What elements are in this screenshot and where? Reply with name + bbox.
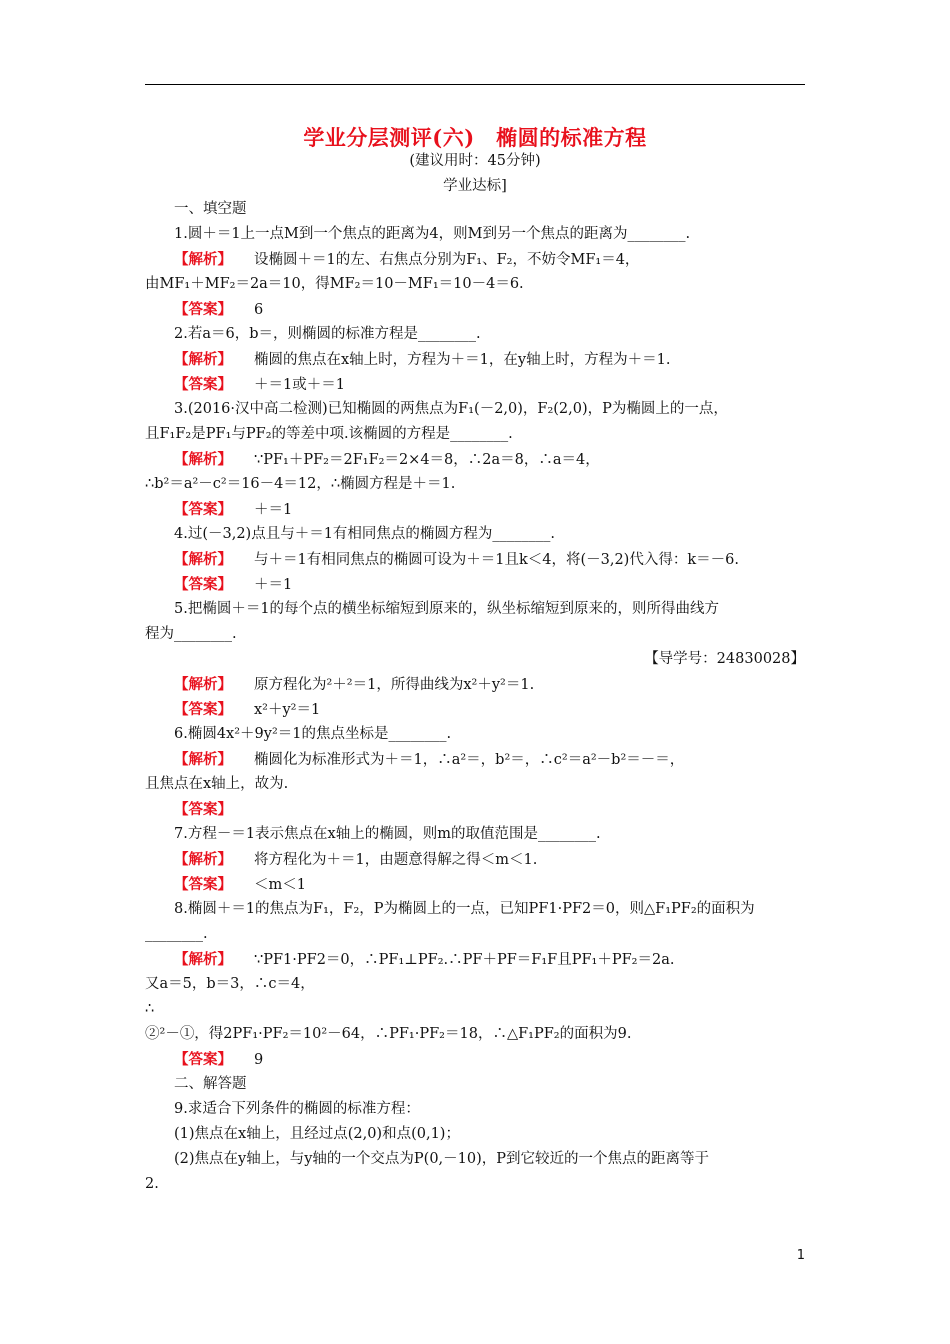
answer-tag: 【答案】 xyxy=(174,301,232,318)
line-text: 2.若a＝6，b＝，则椭圆的标准方程是________. xyxy=(174,326,481,342)
line-text: x²＋y²＝1 xyxy=(254,702,321,718)
text-line xyxy=(145,647,805,672)
line-text: 将方程化为＋＝1，由题意得解之得＜m＜1. xyxy=(254,852,538,868)
analysis-tag: 【解析】 xyxy=(174,251,232,268)
text-line xyxy=(145,547,805,572)
text-line xyxy=(145,672,805,697)
line-text: 一、填空题 xyxy=(174,201,247,217)
page-title: 学业分层测评(六) 椭圆的标准方程 xyxy=(303,125,647,150)
line-text: 3.(2016·汉中高二检测)已知椭圆的两焦点为F₁(－2,0)，F₂(2,0)，P为椭圆上的一点， xyxy=(174,401,728,417)
text-line xyxy=(145,1147,805,1172)
line-text: 4.过(－3,2)点且与＋＝1有相同焦点的椭圆方程为________. xyxy=(174,526,556,542)
line-text: ∵PF1·PF2＝0，∴PF₁⊥PF₂.∴PF＋PF＝F₁F且PF₁＋PF₂＝2a. xyxy=(254,952,675,968)
line-text: 6 xyxy=(254,302,264,318)
line-text: ②²－①，得2PF₁·PF₂＝10²－64，∴PF₁·PF₂＝18，∴△F₁PF₂的面积为9. xyxy=(145,1026,632,1042)
line-text: 5.把椭圆＋＝1的每个点的横坐标缩短到原来的，纵坐标缩短到原来的，则所得曲线方 xyxy=(174,601,720,617)
analysis-tag: 【解析】 xyxy=(174,451,232,468)
analysis-tag: 【解析】 xyxy=(174,676,232,693)
text-line xyxy=(145,622,805,647)
section-level: 学业达标] xyxy=(443,178,507,194)
text-line xyxy=(145,1072,805,1097)
line-text: 且焦点在x轴上，故为. xyxy=(145,776,289,792)
text-line xyxy=(145,722,805,747)
line-text: ＋＝1或＋＝1 xyxy=(254,377,345,393)
analysis-tag: 【解析】 xyxy=(174,551,232,568)
text-line xyxy=(145,972,805,997)
line-text: 椭圆化为标准形式为＋＝1，∴a²＝，b²＝，∴c²＝a²－b²＝－＝， xyxy=(254,752,685,768)
analysis-tag: 【解析】 xyxy=(174,851,232,868)
text-line xyxy=(145,1097,805,1122)
line-text: 6.椭圆4x²＋9y²＝1的焦点坐标是________. xyxy=(174,726,452,742)
line-text: ∵PF₁＋PF₂＝2F₁F₂＝2×4＝8，∴2a＝8，∴a＝4， xyxy=(254,452,600,468)
text-line xyxy=(145,447,805,472)
text-line xyxy=(145,872,805,897)
line-text: 又a＝5，b＝3，∴c＝4， xyxy=(145,976,315,992)
line-text: 程为________. xyxy=(145,626,237,642)
page-subtitle: (建议用时：45分钟) xyxy=(409,153,541,169)
line-text: 与＋＝1有相同焦点的椭圆可设为＋＝1且k＜4，将(－3,2)代入得：k＝－6. xyxy=(254,552,739,568)
answer-tag: 【答案】 xyxy=(174,376,232,393)
analysis-tag: 【解析】 xyxy=(174,951,232,968)
line-text: 1.圆＋＝1上一点M到一个焦点的距离为4，则M到另一个焦点的距离为________. xyxy=(174,226,691,242)
text-line xyxy=(145,522,805,547)
line-text: ________. xyxy=(145,926,208,942)
text-line xyxy=(145,822,805,847)
line-text: 且F₁F₂是PF₁与PF₂的等差中项.该椭圆的方程是________. xyxy=(145,426,513,442)
analysis-tag: 【解析】 xyxy=(174,351,232,368)
text-line xyxy=(145,472,805,497)
text-line xyxy=(145,697,805,722)
text-line xyxy=(145,1172,805,1197)
line-text: 9 xyxy=(254,1052,264,1068)
line-text: ＋＝1 xyxy=(254,577,293,593)
text-line xyxy=(145,797,805,822)
answer-tag: 【答案】 xyxy=(174,801,232,818)
text-line xyxy=(145,847,805,872)
text-line xyxy=(145,397,805,422)
line-text: ∴b²＝a²－c²＝16－4＝12，∴椭圆方程是＋＝1. xyxy=(145,476,456,492)
text-line xyxy=(145,597,805,622)
text-line xyxy=(145,422,805,447)
text-line xyxy=(145,897,805,922)
line-text: (1)焦点在x轴上，且经过点(2,0)和点(0,1)； xyxy=(174,1126,460,1142)
document-body xyxy=(145,197,805,1197)
text-line xyxy=(145,372,805,397)
text-line xyxy=(145,1122,805,1147)
answer-tag: 【答案】 xyxy=(174,501,232,518)
text-line xyxy=(145,322,805,347)
line-text: 由MF₁＋MF₂＝2a＝10，得MF₂＝10－MF₁＝10－4＝6. xyxy=(145,276,524,292)
text-line xyxy=(145,1022,805,1047)
page-number: 1 xyxy=(796,1248,805,1263)
text-line xyxy=(145,1047,805,1072)
line-text: 二、解答题 xyxy=(174,1076,247,1092)
line-text: (2)焦点在y轴上，与y轴的一个交点为P(0,－10)，P到它较近的一个焦点的距离等于 xyxy=(174,1151,710,1167)
text-line xyxy=(145,272,805,297)
text-line xyxy=(145,197,805,222)
text-line xyxy=(145,247,805,272)
line-text: 原方程化为²＋²＝1，所得曲线为x²＋y²＝1. xyxy=(254,677,535,693)
text-line xyxy=(145,347,805,372)
answer-tag: 【答案】 xyxy=(174,701,232,718)
text-line xyxy=(145,747,805,772)
text-line xyxy=(145,772,805,797)
header-rule xyxy=(145,84,805,85)
answer-tag: 【答案】 xyxy=(174,1051,232,1068)
line-text: ＜m＜1 xyxy=(254,877,306,893)
text-line xyxy=(145,997,805,1022)
answer-tag: 【答案】 xyxy=(174,576,232,593)
text-line xyxy=(145,297,805,322)
analysis-tag: 【解析】 xyxy=(174,751,232,768)
text-line xyxy=(145,572,805,597)
line-text: 设椭圆＋＝1的左、右焦点分别为F₁、F₂，不妨令MF₁＝4， xyxy=(254,252,640,268)
text-line xyxy=(145,922,805,947)
line-text: 9.求适合下列条件的椭圆的标准方程： xyxy=(174,1101,420,1117)
line-text: 【导学号：24830028】 xyxy=(644,651,805,667)
answer-tag: 【答案】 xyxy=(174,876,232,893)
text-line xyxy=(145,222,805,247)
line-text: 8.椭圆＋＝1的焦点为F₁，F₂，P为椭圆上的一点，已知PF1·PF2＝0，则△F₁PF₂的面积为 xyxy=(174,901,755,917)
line-text: 7.方程－＝1表示焦点在x轴上的椭圆，则m的取值范围是________. xyxy=(174,826,601,842)
text-line xyxy=(145,947,805,972)
text-line xyxy=(145,497,805,522)
line-text: ∴ xyxy=(145,1001,155,1017)
line-text: 2. xyxy=(145,1176,159,1192)
line-text: ＋＝1 xyxy=(254,502,293,518)
line-text: 椭圆的焦点在x轴上时，方程为＋＝1，在y轴上时，方程为＋＝1. xyxy=(254,352,671,368)
